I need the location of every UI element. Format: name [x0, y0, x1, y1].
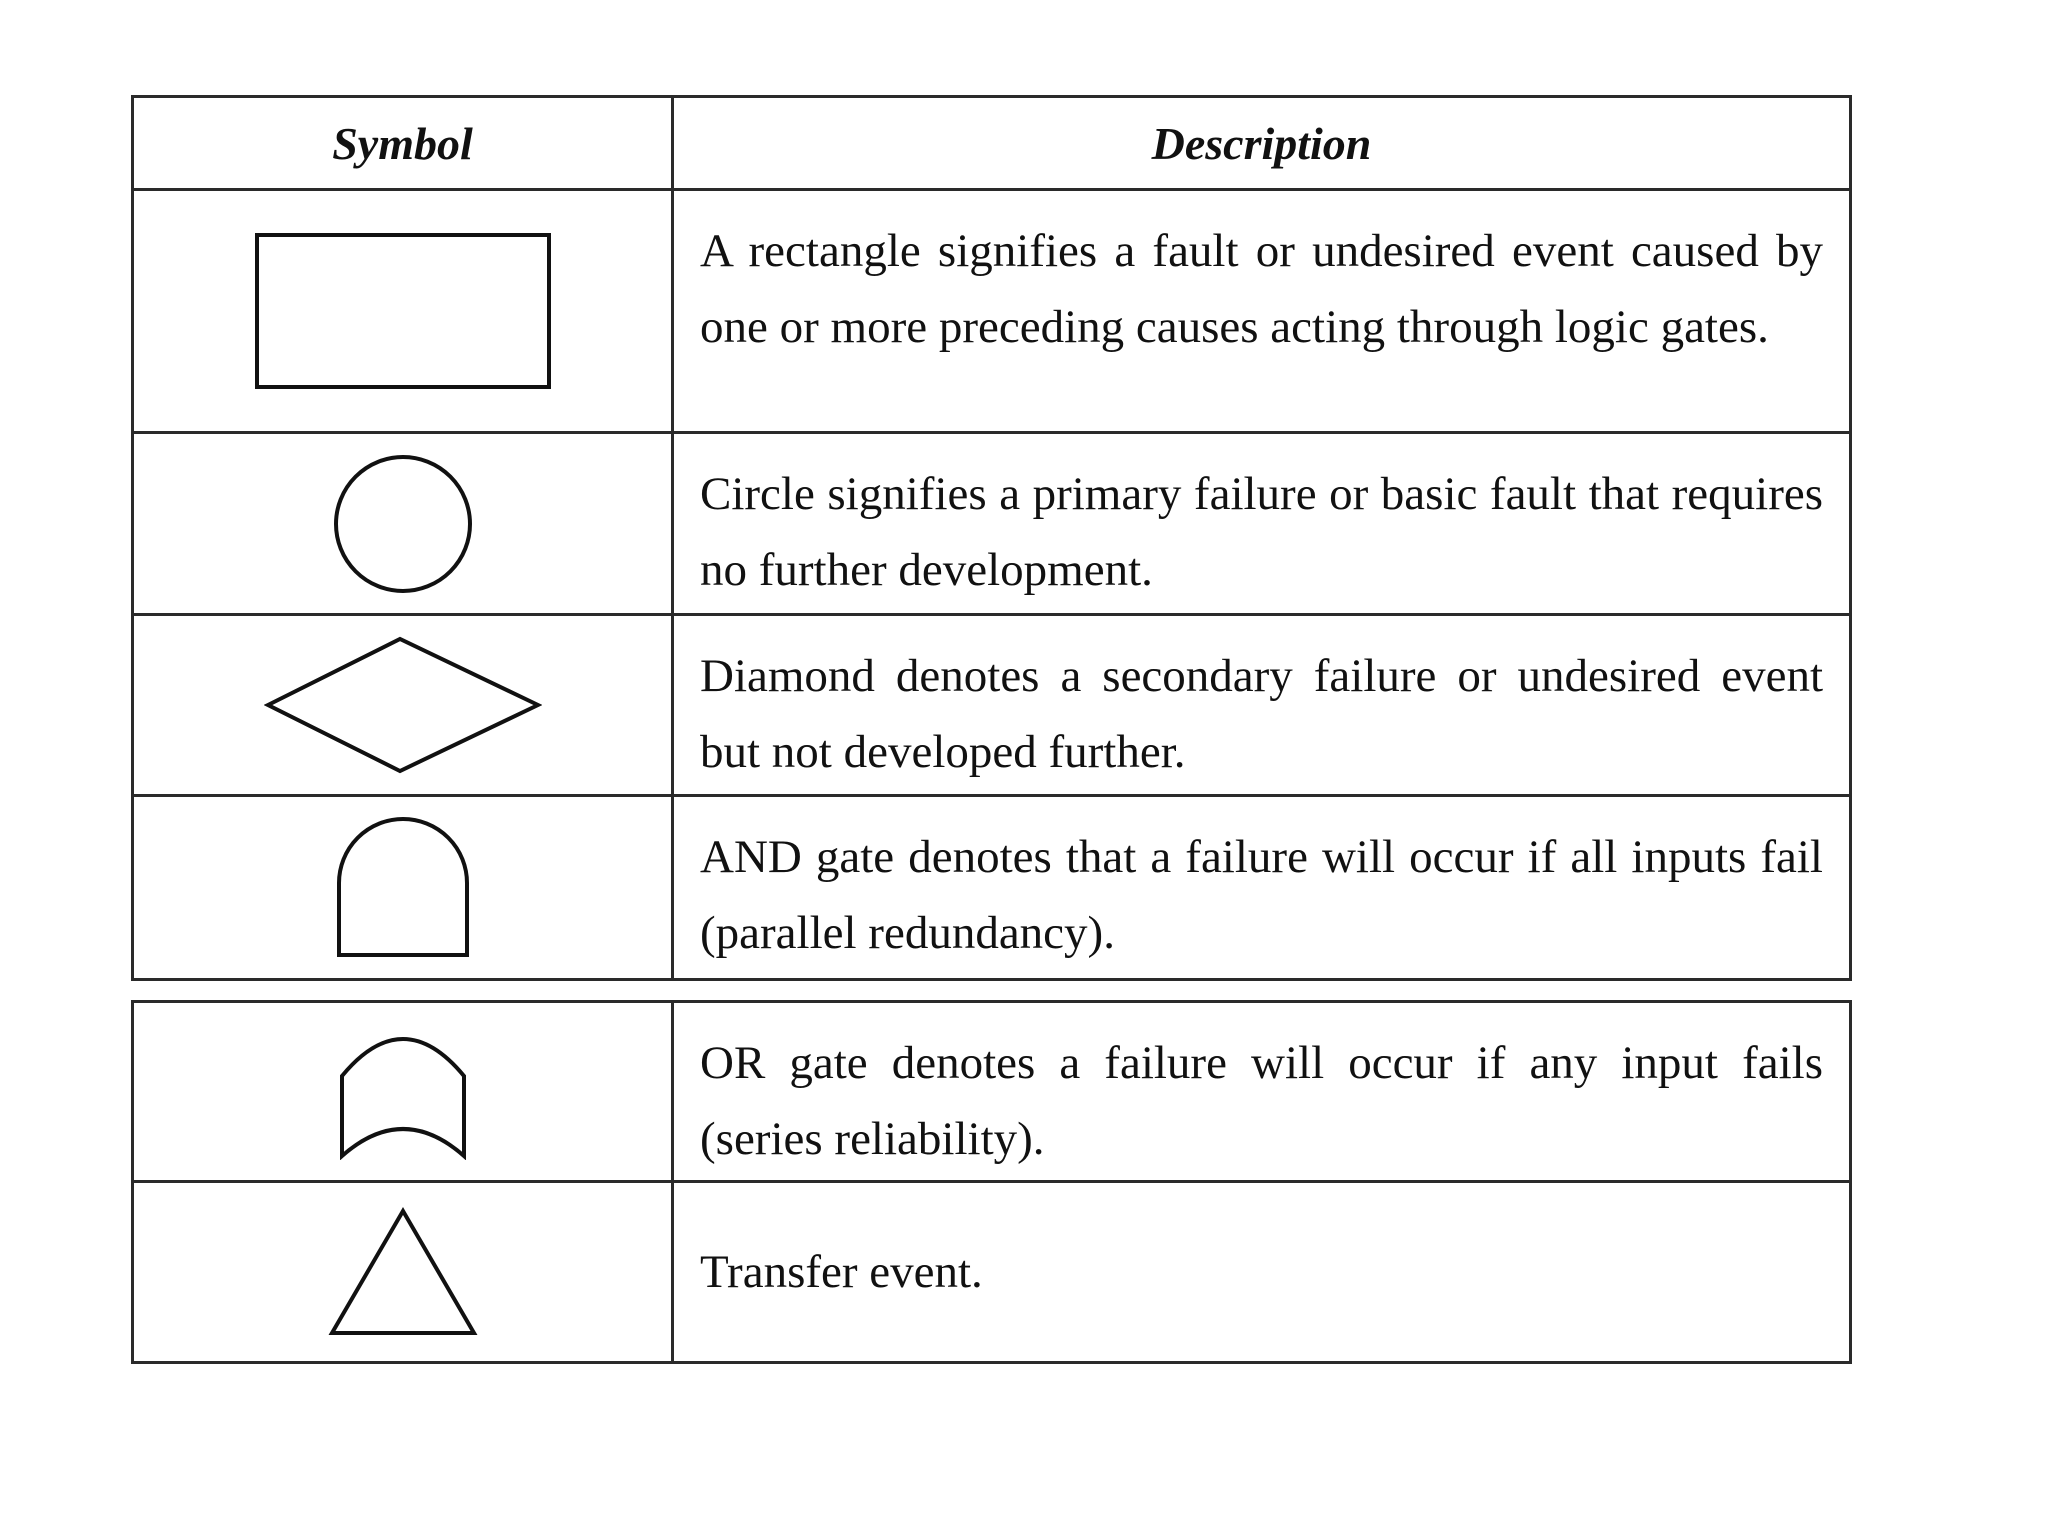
triangle-icon [328, 1207, 478, 1337]
table-row [133, 1002, 1851, 1182]
symbol-cell [133, 615, 673, 796]
and-gate-icon [335, 817, 471, 959]
description-cell: A rectangle signifies a fault or undesired event caused by one or more preceding causes acting through logic gates. [673, 190, 1851, 433]
table-row [133, 796, 1851, 980]
header-description: Description [673, 97, 1851, 190]
diamond-icon [264, 635, 542, 775]
symbol-cell [133, 190, 673, 433]
description-cell: Circle signifies a primary failure or basic fault that requires no further development. [673, 433, 1851, 615]
symbol-cell [133, 1182, 673, 1363]
symbol-table-continued [131, 1000, 1852, 1364]
table-header-row [133, 97, 1851, 190]
table-row [133, 190, 1851, 433]
rectangle-icon [253, 231, 553, 391]
description-cell: Diamond denotes a secondary failure or undesired event but not developed further. [673, 615, 1851, 796]
description-cell: AND gate denotes that a failure will occur if all inputs fail (parallel redundancy). [673, 796, 1851, 980]
or-gate-icon [338, 1024, 468, 1160]
description-cell: OR gate denotes a failure will occur if any input fails (series reliability). [673, 1002, 1851, 1182]
circle-icon [331, 452, 475, 596]
symbol-table [131, 95, 1852, 981]
table-row [133, 615, 1851, 796]
description-cell: Transfer event. [673, 1182, 1851, 1363]
symbol-cell [133, 1002, 673, 1182]
table-row [133, 433, 1851, 615]
header-symbol: Symbol [133, 97, 673, 190]
table-row [133, 1182, 1851, 1363]
symbol-cell [133, 796, 673, 980]
symbol-cell [133, 433, 673, 615]
